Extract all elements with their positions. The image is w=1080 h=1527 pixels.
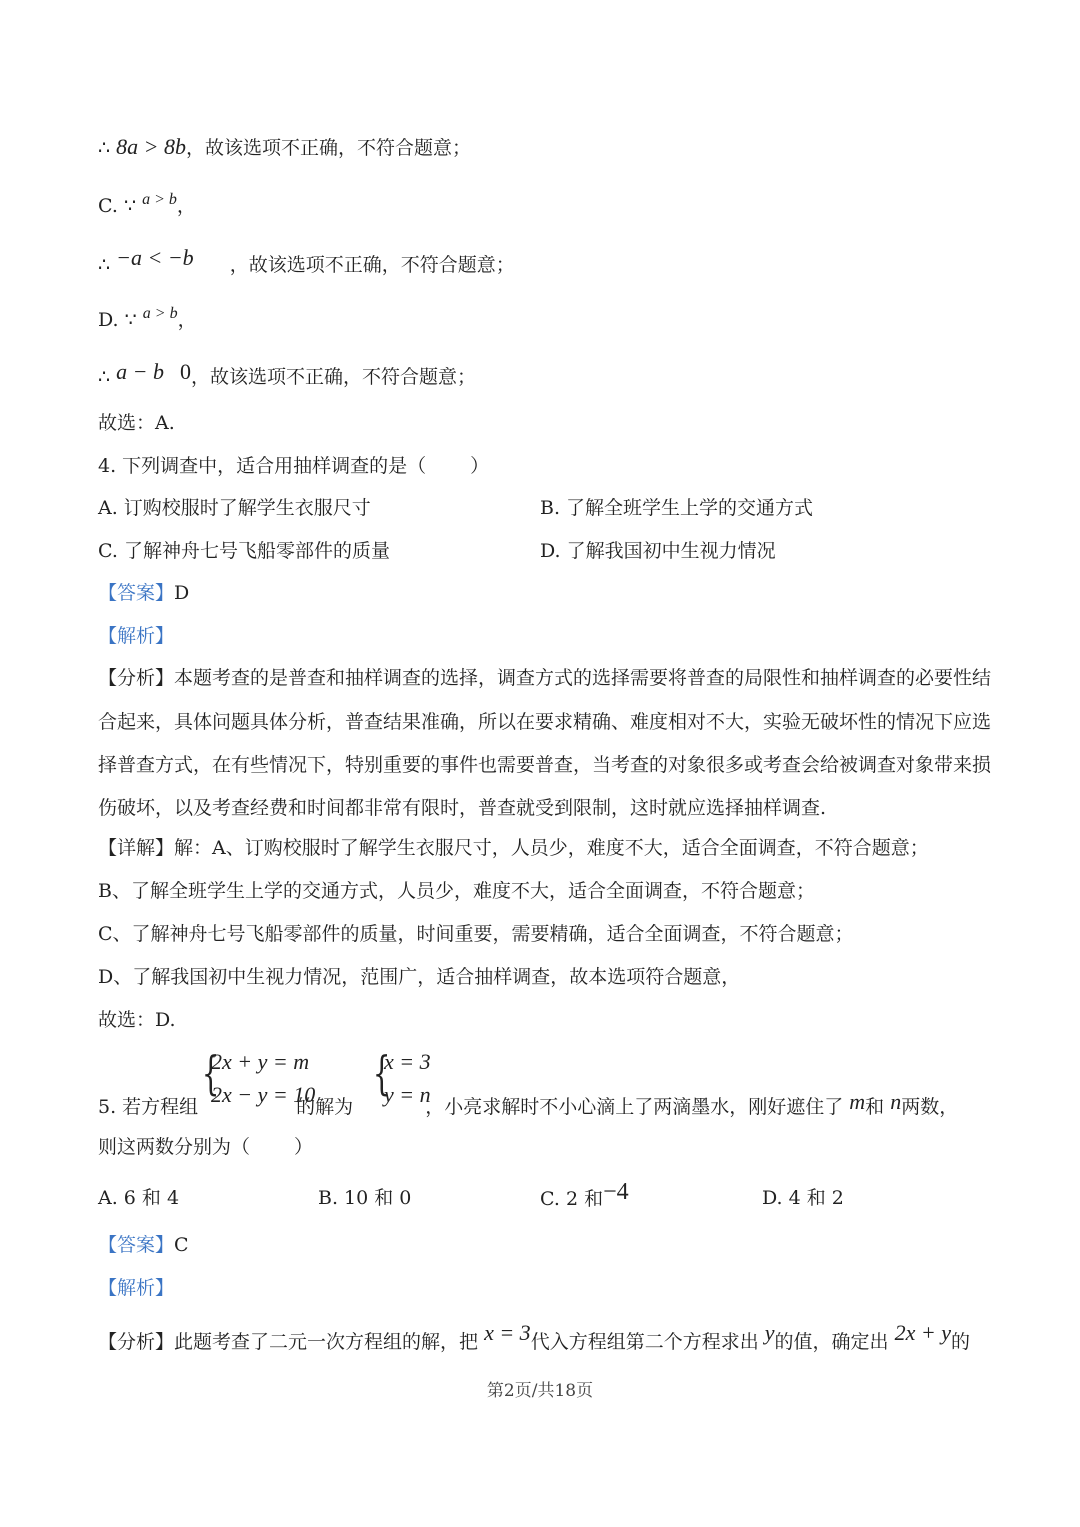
system2-eq1: x = 3 bbox=[384, 1049, 431, 1074]
text: ，故该选项不正确，不符合题意； bbox=[191, 366, 477, 388]
q5-stem-2 bbox=[98, 1133, 313, 1161]
math-inline: 8a > 8b bbox=[116, 134, 186, 159]
q4-detail-4: D、了解我国初中生视力情况，范围广，适合抽样调查，故本选项符合题意， bbox=[98, 966, 741, 988]
math-neg4: −4 bbox=[603, 1179, 629, 1205]
q5-line2-close: ） bbox=[294, 1136, 314, 1158]
system1-brace: { bbox=[201, 1046, 220, 1100]
system1-eq2: 2x − y = 10 bbox=[211, 1082, 316, 1107]
fenxi-text-b: 代入方程组第二个方程求出 bbox=[530, 1331, 759, 1353]
math-inline: 0 bbox=[180, 359, 192, 384]
because-symbol: ∵ bbox=[124, 309, 137, 331]
q4-option-b: B. 了解全班学生上学的交通方式 bbox=[540, 497, 814, 519]
system1-eq1: 2x + y = m bbox=[211, 1049, 310, 1074]
q4-fenxi-2: 合起来，具体问题具体分析，普查结果准确，所以在要求精确、难度相对不大，实验无破坏性的情况下应选 bbox=[98, 711, 992, 733]
q4-fenxi-4: 伤破坏，以及考查经费和时间都非常有限时，普查就受到限制，这时就应选择抽样调查. bbox=[98, 797, 827, 819]
math-inline: a − b bbox=[116, 359, 164, 384]
answer-tag: 【答案】 bbox=[98, 1234, 175, 1256]
math-x3: x = 3 bbox=[484, 1320, 531, 1345]
fenxi-text-d: 的 bbox=[950, 1331, 970, 1353]
line-5 bbox=[98, 359, 477, 391]
q5-fenxi bbox=[98, 1320, 970, 1356]
q4-option-a: A. 订购校服时了解学生衣服尺寸 bbox=[98, 497, 371, 519]
q5-mid: 的解为 bbox=[296, 1096, 354, 1118]
q4-option-d: D. 了解我国初中生视力情况 bbox=[540, 540, 776, 562]
q4-detail-2: B、了解全班学生上学的交通方式，人员少，难度不大，适合全面调查，不符合题意； bbox=[98, 880, 815, 902]
therefore-symbol: ∴ bbox=[98, 137, 111, 159]
q5-post2: 两数， bbox=[901, 1096, 959, 1118]
q4-stem-close: ） bbox=[470, 455, 490, 477]
q4-fenxi-3: 择普查方式，在有些情况下，特别重要的事件也需要普查，当考查的对象很多或考查会给被调查对象带来损 bbox=[98, 754, 992, 776]
answer-value: D bbox=[174, 582, 190, 604]
q5-analysis-tag: 【解析】 bbox=[98, 1277, 175, 1299]
answer-value: C bbox=[174, 1234, 189, 1256]
therefore-symbol: ∴ bbox=[98, 366, 111, 388]
line-1 bbox=[98, 133, 471, 162]
math-n: n bbox=[890, 1089, 902, 1114]
q5-option-c bbox=[540, 1179, 629, 1213]
fenxi-text-c: 的值，确定出 bbox=[774, 1331, 889, 1353]
q4-option-c: C. 了解神舟七号飞船零部件的质量 bbox=[98, 540, 390, 562]
q4-detail-5: 故选：D. bbox=[98, 1009, 176, 1031]
line-3 bbox=[98, 245, 515, 279]
math-inline: a > b bbox=[142, 191, 177, 208]
math-inline: −a < −b bbox=[116, 245, 194, 270]
answer-tag: 【答案】 bbox=[98, 582, 175, 604]
q4-detail-1: 【详解】解：A、订购校服时了解学生衣服尺寸，人员少，难度不大，适合全面调查，不符合题意； bbox=[98, 837, 929, 859]
math-inline: a > b bbox=[142, 305, 178, 322]
page-footer: 第2页/共18页 bbox=[486, 1381, 594, 1401]
because-symbol: ∵ bbox=[123, 195, 137, 217]
system2-brace: { bbox=[372, 1046, 391, 1100]
option-label: C. bbox=[98, 195, 118, 217]
q4-stem bbox=[98, 452, 489, 480]
q5-option-b: B. 10 和 0 bbox=[318, 1187, 412, 1209]
q4-answer bbox=[98, 579, 189, 607]
q5-post1: ，小亮求解时不小心滴上了两滴墨水，刚好遮住了 bbox=[425, 1096, 844, 1118]
q5-pre: 5. 若方程组 bbox=[98, 1096, 199, 1118]
q5-option-c-text: C. 2 和 bbox=[540, 1188, 604, 1210]
q5-line2: 则这两数分别为（ bbox=[98, 1136, 251, 1158]
text: ，故该选项不正确，不符合题意； bbox=[229, 254, 515, 276]
text: ， bbox=[176, 195, 196, 217]
q5-answer bbox=[98, 1231, 189, 1259]
q4-stem-text: 4. 下列调查中，适合用抽样调查的是（ bbox=[98, 455, 427, 477]
system2-eq2: y = n bbox=[384, 1082, 431, 1107]
line-6: 故选：A. bbox=[98, 412, 175, 434]
q4-fenxi-1: 【分析】本题考查的是普查和抽样调查的选择，调查方式的选择需要将普查的局限性和抽样调查的必要性结 bbox=[98, 667, 992, 689]
math-expr: 2x + y bbox=[894, 1320, 951, 1345]
q4-analysis-tag: 【解析】 bbox=[98, 625, 175, 647]
therefore-symbol: ∴ bbox=[98, 254, 111, 276]
line-4 bbox=[98, 306, 197, 336]
math-y: y bbox=[764, 1320, 775, 1345]
math-m: m bbox=[849, 1089, 866, 1114]
q5-option-d: D. 4 和 2 bbox=[762, 1187, 844, 1209]
text: ，故该选项不正确，不符合题意； bbox=[186, 137, 472, 159]
option-label: D. bbox=[98, 309, 119, 331]
q4-detail-3: C、了解神舟七号飞船零部件的质量，时间重要，需要精确，适合全面调查，不符合题意； bbox=[98, 923, 854, 945]
q5-option-a: A. 6 和 4 bbox=[98, 1187, 180, 1209]
q5-and: 和 bbox=[865, 1096, 885, 1118]
q5-stem-1 bbox=[98, 1089, 959, 1121]
line-2 bbox=[98, 192, 196, 222]
text: ， bbox=[177, 309, 197, 331]
fenxi-text-a: 【分析】此题考查了二元一次方程组的解，把 bbox=[98, 1331, 479, 1353]
